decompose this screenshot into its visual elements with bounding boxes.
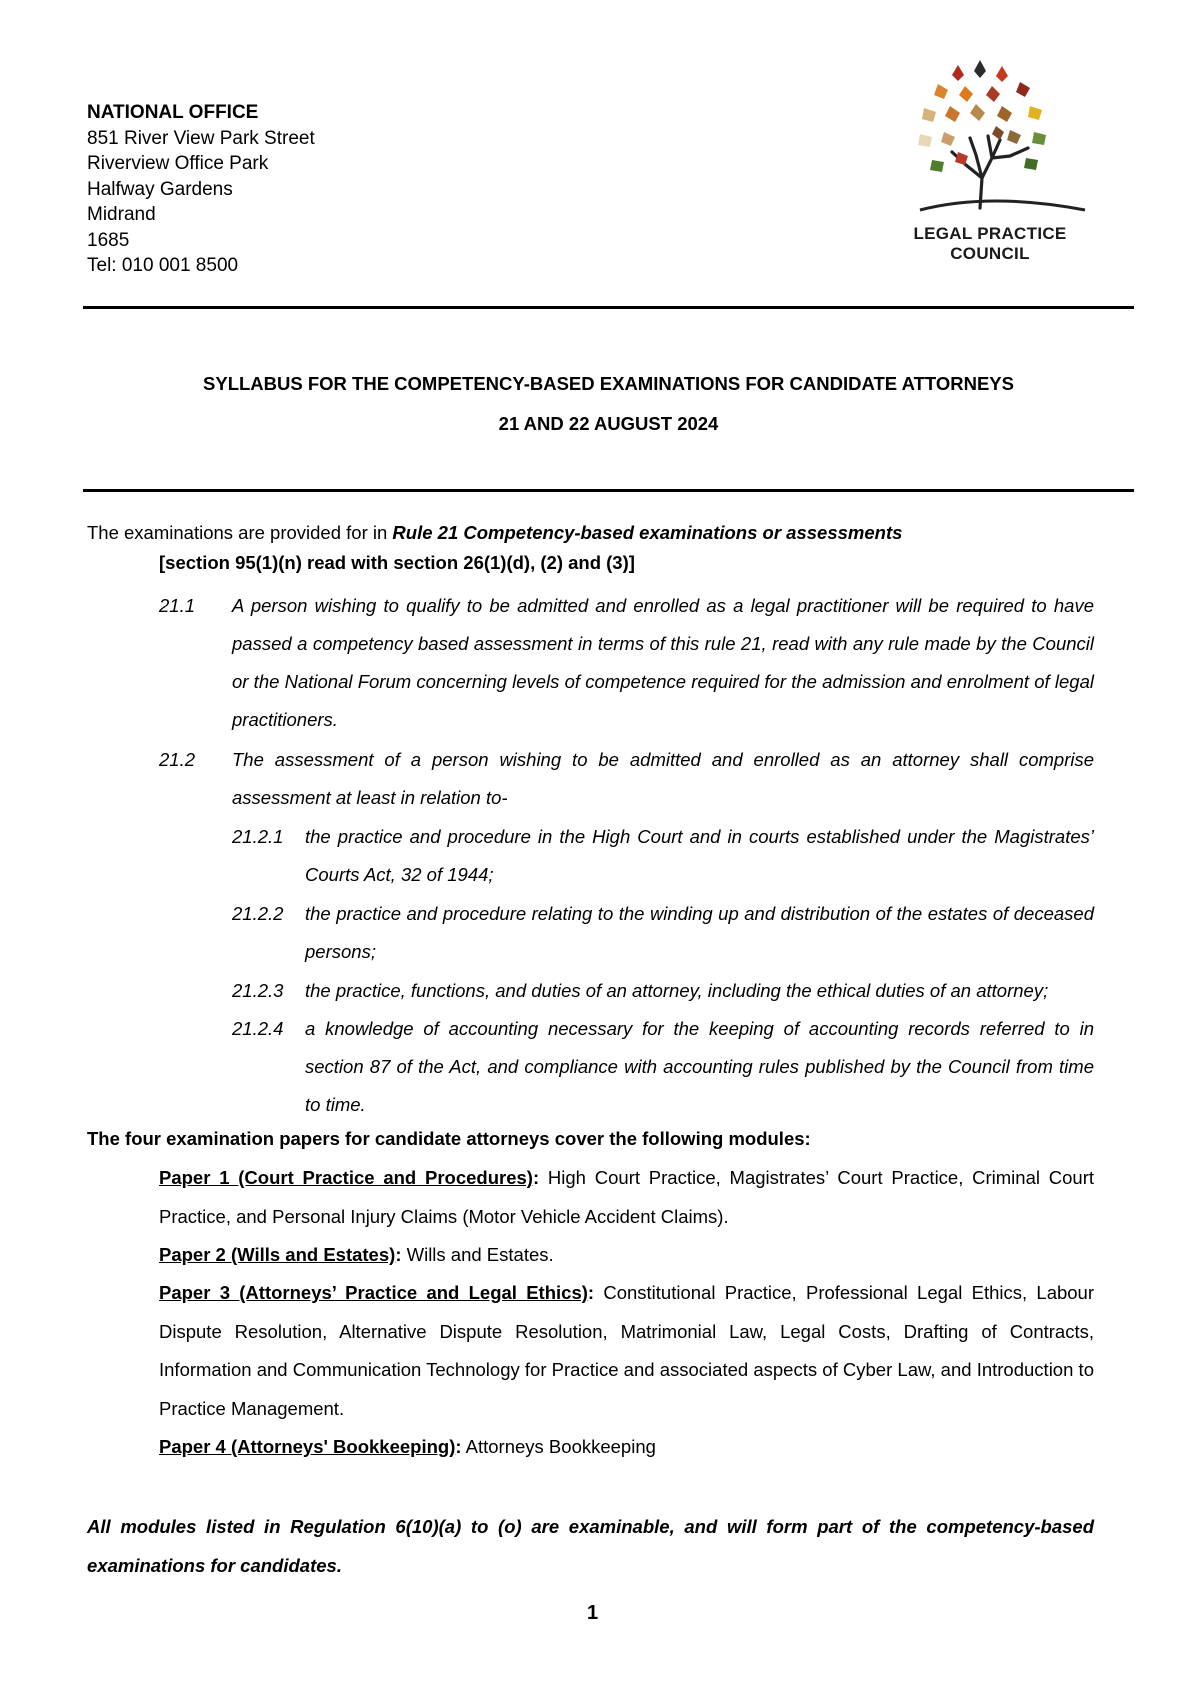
header-divider <box>83 306 1134 309</box>
legal-practice-council-logo <box>880 60 1100 275</box>
paper-description: Attorneys Bookkeeping <box>461 1436 656 1457</box>
address-line: Riverview Office Park <box>87 153 269 174</box>
paper-title: Paper 1 (Court Practice and Procedures) <box>159 1167 533 1188</box>
clause-text: the practice, functions, and duties of an attorney, including the ethical duties of an attorney; <box>305 980 1049 1001</box>
address-line: Halfway Gardens <box>87 178 233 200</box>
tree-icon <box>880 60 1100 225</box>
paper-title: Paper 2 (Wills and Estates) <box>159 1244 396 1265</box>
paper-title: Paper 4 (Attorneys' Bookkeeping) <box>159 1436 456 1457</box>
logo-text-line: COUNCIL <box>950 244 1030 263</box>
document-date: 21 AND 22 AUGUST 2024 <box>498 413 719 434</box>
address-line: Midrand <box>87 204 156 225</box>
document-title: SYLLABUS FOR THE COMPETENCY-BASED EXAMINATIONS FOR CANDIDATE ATTORNEYS <box>203 373 1014 394</box>
paper-title: Paper 3 (Attorneys’ Practice and Legal Ethics) <box>159 1282 588 1303</box>
section-reference: [section 95(1)(n) read with section 26(1)(d), (2) and (3)] <box>159 552 635 573</box>
address-telephone: Tel: 010 001 8500 <box>87 255 239 276</box>
paper-4: Paper 4 (Attorneys' Bookkeeping): Attorneys Bookkeeping <box>159 1436 656 1457</box>
clause-text: a knowledge of accounting necessary for the keeping of accounting records referred to in section 87 of the Act, and compliance with accounting rules published by the Council from time to time. <box>305 1018 1094 1115</box>
paper-2: Paper 2 (Wills and Estates): Wills and Estates. <box>159 1244 554 1265</box>
logo-text-line: LEGAL PRACTICE <box>913 224 1067 243</box>
address-line: 1685 <box>87 229 130 251</box>
closing-statement: All modules listed in Regulation 6(10)(a) to (o) are examinable, and will form part of the competency-based examinations for candidates. <box>87 1516 1094 1576</box>
page-number: 1 <box>586 1602 599 1624</box>
clause-number: 21.1 <box>159 595 196 616</box>
clause-text: A person wishing to qualify to be admitted and enrolled as a legal practitioner will be required to have passed a competency based assessment in terms of this rule 21, read with any rule made by the Council or the National Forum concerning levels of competence required for the admission and enrolment of legal practitioners. <box>232 595 1094 730</box>
title-divider <box>83 489 1134 492</box>
paper-description: High Court Practice, Magistrates’ Court Practice, Criminal Court Practice, and Personal Injury Claims (Motor Vehicle Accident Claims). <box>159 1167 1095 1227</box>
intro-lead: The examinations are provided for in <box>87 522 393 543</box>
clause-number: 21.2.4 <box>232 1018 284 1039</box>
address-line: 851 River View Park Street <box>87 127 315 149</box>
clause-text: The assessment of a person wishing to be admitted and enrolled as an attorney shall comprise assessment at least in relation to- <box>232 749 1094 808</box>
paper-1: Paper 1 (Court Practice and Procedures): High Court Practice, Magistrates’ Court Practice, Criminal Court Practice, and Personal Injury Claims (Motor Vehicle Accident Claims). <box>159 1167 1095 1227</box>
clause-number: 21.2.1 <box>232 826 284 847</box>
clause-number: 21.2 <box>159 749 196 770</box>
office-heading: NATIONAL OFFICE <box>87 102 259 123</box>
clause-text: the practice and procedure relating to the winding up and distribution of the estates of deceased persons; <box>305 903 1094 962</box>
office-address <box>87 100 315 279</box>
paper-3: Paper 3 (Attorneys’ Practice and Legal Ethics): Constitutional Practice, Professional Legal Ethics, Labour Dispute Resolution, Alternative Dispute Resolution, Matrimonial Law, Legal Costs, Drafting of Contracts, Information and Communication Technology for Practice and associated aspects of Cyber Law, and Introduction to Practice Management. <box>159 1282 1095 1419</box>
clause-number: 21.2.3 <box>232 980 284 1001</box>
modules-heading: The four examination papers for candidate attorneys cover the following modules: <box>87 1128 811 1149</box>
clause-text: the practice and procedure in the High Court and in courts established under the Magistrates’ Courts Act, 32 of 1944; <box>305 826 1094 885</box>
clause-number: 21.2.2 <box>232 903 284 924</box>
paper-description: Wills and Estates. <box>401 1244 554 1265</box>
intro-paragraph <box>87 514 902 552</box>
paper-description: Constitutional Practice, Professional Legal Ethics, Labour Dispute Resolution, Alternative Dispute Resolution, Matrimonial Law, Legal Costs, Drafting of Contracts, Information and Communication Technology for Practice and associated aspects of Cyber Law, and Introduction to Practice Management. <box>159 1282 1095 1419</box>
rule-reference: Rule 21 Competency-based examinations or assessments <box>392 522 903 543</box>
